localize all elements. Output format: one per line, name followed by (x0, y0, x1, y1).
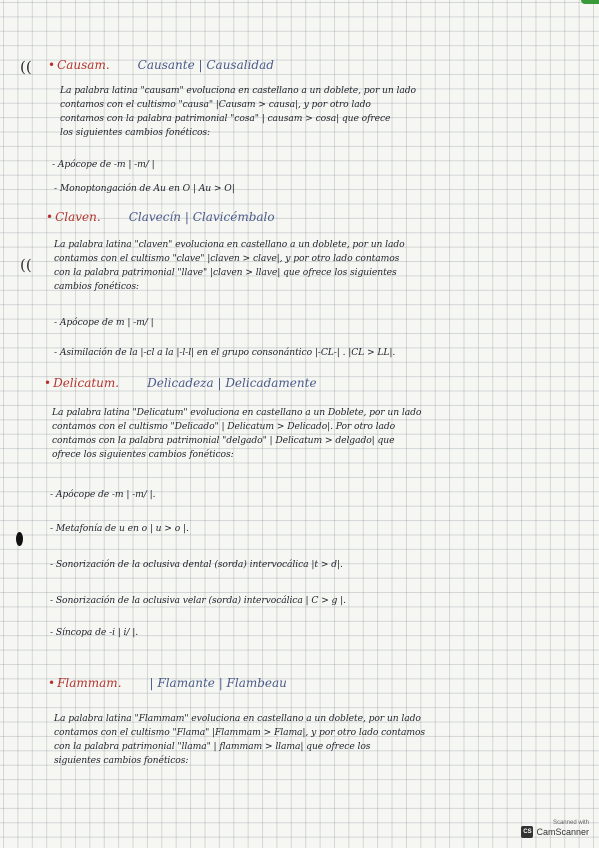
text-line: con la palabra patrimonial "llama" | flammam > llama| que ofrece los (54, 741, 371, 752)
margin-mark: (( (20, 58, 32, 76)
text-line: - Sonorización de la oclusiva velar (sorda) intervocálica | C > g |. (50, 595, 346, 606)
text-line: siguientes cambios fonéticos: (54, 755, 189, 766)
margin-mark: (( (20, 256, 32, 274)
text-line: - Monoptongación de Au en O | Au > O| (54, 183, 235, 194)
text-line: contamos con el cultismo "clave" |claven > clave|, y por otro lado contamos (54, 253, 400, 264)
text-line: los siguientes cambios fonéticos: (60, 127, 211, 138)
watermark-brand: CamScanner (536, 827, 589, 837)
text-line: contamos con el cultismo "Flama" |Flammam > Flama|, y por otro lado contamos (54, 727, 426, 738)
text-line: contamos con el cultismo "causa" |Causam > causa|, y por otro lado (60, 99, 371, 110)
camscanner-watermark (521, 820, 589, 838)
section-heading: • Delicatum. Delicadeza | Delicadamente (44, 376, 317, 390)
text-line: - Síncopa de -i | i/ |. (50, 627, 139, 638)
section-heading: • Causam. Causante | Causalidad (48, 58, 274, 72)
text-line: La palabra latina "causam" evoluciona en castellano a un doblete, por un lado (60, 85, 416, 96)
section-heading: • Flammam. | Flamante | Flambeau (48, 676, 287, 690)
page-edge-tab (581, 0, 599, 4)
text-line: contamos con la palabra patrimonial "cosa" | causam > cosa| que ofrece (60, 113, 391, 124)
text-line: - Apócope de m | -m/ | (54, 317, 154, 328)
watermark-caption: Scanned with (552, 820, 589, 826)
text-line: La palabra latina "Flammam" evoluciona en castellano a un doblete, por un lado (54, 713, 421, 724)
text-line: La palabra latina "Delicatum" evoluciona en castellano a un Doblete, por un lado (52, 407, 422, 418)
text-line: - Sonorización de la oclusiva dental (sorda) intervocálica |t > d|. (50, 559, 343, 570)
section-heading: • Claven. Clavecín | Clavicémbalo (46, 210, 275, 224)
text-line: - Metafonía de u en o | u > o |. (50, 523, 189, 534)
text-line: con la palabra patrimonial "llave" |claven > llave| que ofrece los siguientes (54, 267, 397, 278)
camscanner-logo-icon: CS (521, 826, 533, 838)
text-line: La palabra latina "claven" evoluciona en castellano a un doblete, por un lado (54, 239, 405, 250)
text-line: cambios fonéticos: (54, 281, 139, 292)
text-line: - Apócope de -m | -m/ |. (50, 489, 156, 500)
text-line: contamos con la palabra patrimonial "delgado" | Delicatum > delgado| que (52, 435, 395, 446)
text-line: contamos con el cultismo "Delicado" | Delicatum > Delicado|. Por otro lado (52, 421, 396, 432)
punch-hole (16, 532, 23, 546)
text-line: ofrece los siguientes cambios fonéticos: (52, 449, 234, 460)
text-line: - Apócope de -m | -m/ | (52, 159, 155, 170)
text-line: - Asimilación de la |-cl a la |-l-l| en el grupo consonántico |-CL-| . |CL > LL|. (54, 347, 396, 358)
